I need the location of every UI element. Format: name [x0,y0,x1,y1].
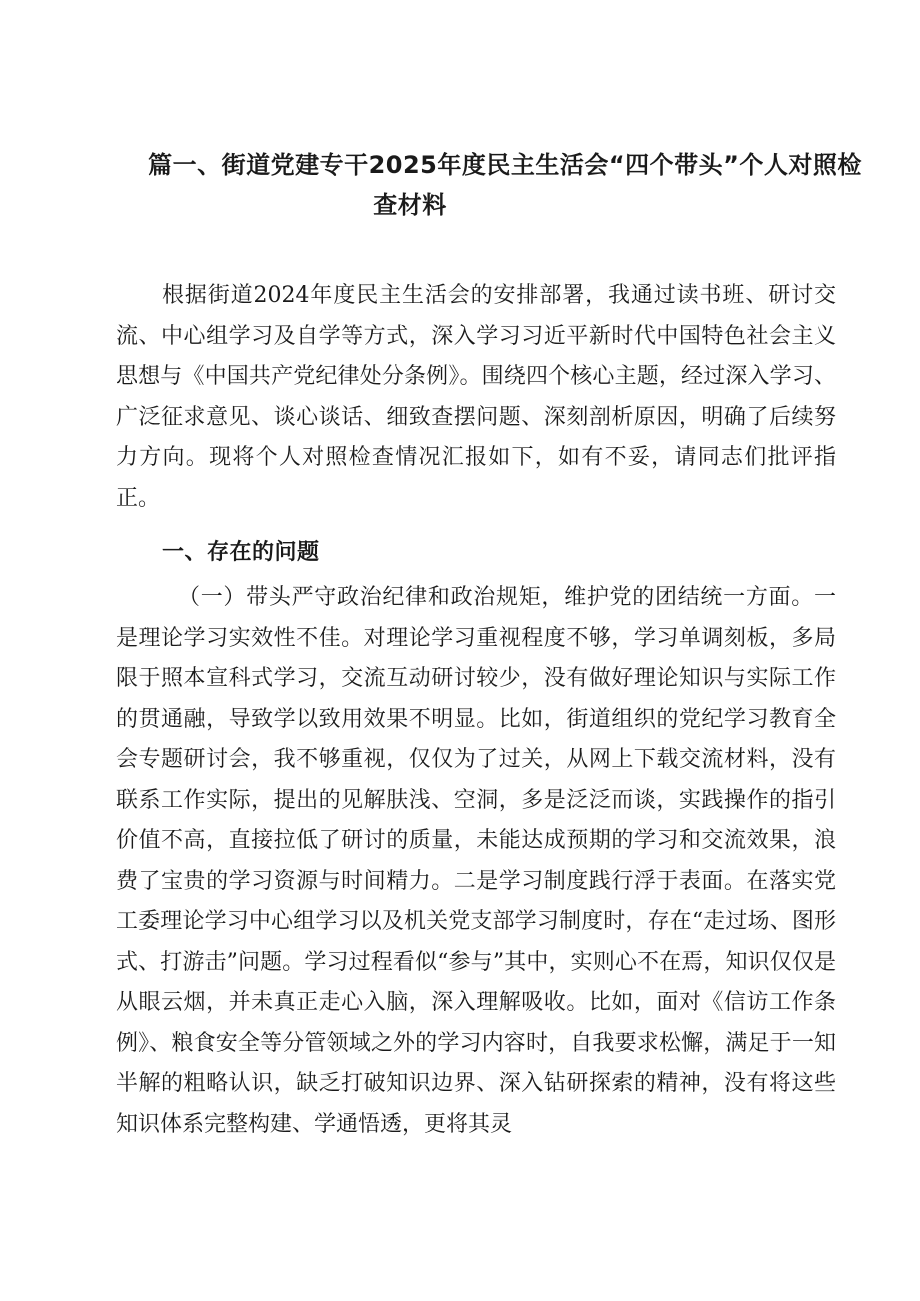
section-paragraph: （一）带头严守政治纪律和政治规矩，维护党的团结统一方面。一是理论学习实效性不佳。对理论学习重视程度不够，学习单调刻板，多局限于照本宣科式学习，交流互动研讨较少，没有做好理论知识与实际工作的贯通融，导致学以致用效果不明显。比如，街道组织的党纪学习教育全会专题研讨会，我不够重视，仅仅为了过关，从网上下载交流材料，没有联系工作实际，提出的见解肤浅、空洞，多是泛泛而谈，实践操作的指引价值不高，直接拉低了研讨的质量，未能达成预期的学习和交流效果，浪费了宝贵的学习资源与时间精力。二是学习制度践行浮于表面。在落实党工委理论学习中心组学习以及机关党支部学习制度时，存在“走过场、图形式、打游击”问题。学习过程看似“参与”其中，实则心不在焉，知识仅仅是从眼云烟，并未真正走心入脑，深入理解吸收。比如，面对《信访工作条例》、粮食安全等分管领域之外的学习内容时，自我要求松懈，满足于一知半解的粗略认识，缺乏打破知识边界、深入钻研探索的精神，没有将这些知识体系完整构建、学通悟透，更将其灵 [116,585,836,1137]
document-title-line-1: 篇一、街道党建专干2025年度民主生活会“四个带头”个人对照检 [148,151,862,179]
intro-paragraph: 根据街道2024年度民主生活会的安排部署，我通过读书班、研讨交流、中心组学习及自学等方式，深入学习习近平新时代中国特色社会主义思想与《中国共产党纪律处分条例》。围绕四个核心主题，经过深入学习、广泛征求意见、谈心谈话、细致查摆问题、深刻剖析原因，明确了后续努力方向。现将个人对照检查情况汇报如下，如有不妥，请同志们批评指正。 [116,283,836,511]
document-title-line-2: 查材料 [373,191,447,219]
section-heading: 一、存在的问题 [162,540,320,565]
